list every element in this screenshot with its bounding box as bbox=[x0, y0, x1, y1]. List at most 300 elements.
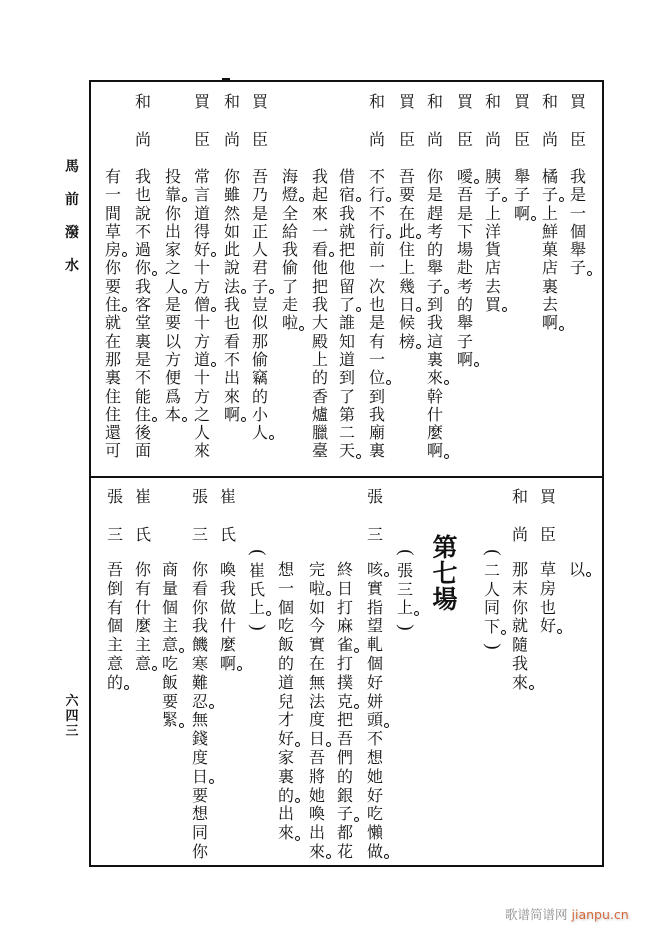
glyph: 那 bbox=[511, 560, 528, 579]
glyph: 都 bbox=[336, 823, 353, 843]
glyph: 方 bbox=[193, 386, 210, 406]
glyph: 三 bbox=[65, 724, 79, 739]
glyph: 和 bbox=[368, 92, 385, 111]
punctuation-circle bbox=[414, 611, 419, 616]
glyph: 君 bbox=[251, 258, 268, 278]
glyph: 好 bbox=[538, 617, 558, 636]
punctuation-circle bbox=[295, 742, 300, 747]
glyph: 雀 bbox=[335, 636, 355, 655]
glyph: 橘 bbox=[541, 167, 558, 186]
glyph: 此 bbox=[397, 223, 417, 241]
glyph: 不 bbox=[366, 729, 383, 749]
glyph: 喚 bbox=[308, 804, 325, 824]
glyph: 和 bbox=[134, 92, 151, 111]
glyph: 是 bbox=[456, 203, 473, 223]
glyph: 偷 bbox=[251, 349, 268, 369]
glyph: 裏 bbox=[104, 368, 121, 388]
glyph: 也 bbox=[223, 313, 240, 333]
dialogue-text bbox=[538, 561, 558, 636]
glyph: 舉 bbox=[426, 258, 443, 278]
glyph: 人 bbox=[163, 278, 183, 296]
glyph: 日 bbox=[336, 578, 353, 598]
glyph: 正 bbox=[251, 221, 268, 241]
glyph: 來 bbox=[425, 369, 445, 387]
glyph: 也 bbox=[134, 185, 151, 205]
glyph: 買 bbox=[251, 92, 268, 111]
glyph: 意 bbox=[133, 655, 153, 674]
glyph: 三 bbox=[396, 579, 413, 599]
glyph: 難 bbox=[191, 672, 208, 692]
glyph: 上 bbox=[398, 258, 415, 278]
dialogue-text bbox=[365, 561, 385, 862]
punctuation-circle bbox=[295, 798, 300, 803]
glyph: 住 bbox=[104, 386, 121, 406]
glyph: 尚 bbox=[426, 130, 443, 149]
glyph: 麻 bbox=[336, 616, 353, 636]
punctuation-circle bbox=[152, 666, 157, 671]
glyph: 行 bbox=[367, 186, 387, 204]
glyph: 一 bbox=[311, 221, 328, 241]
speaker-label bbox=[365, 478, 385, 554]
glyph: 和 bbox=[484, 92, 501, 111]
glyph: 氏 bbox=[219, 525, 236, 544]
glyph: 一 bbox=[368, 349, 385, 369]
glyph: 是 bbox=[164, 295, 181, 315]
glyph: 你 bbox=[426, 167, 443, 186]
glyph: 香 bbox=[311, 386, 328, 406]
glyph: 後 bbox=[134, 423, 151, 443]
punctuation-circle bbox=[124, 685, 129, 690]
glyph: 到 bbox=[426, 295, 443, 315]
glyph: 人 bbox=[250, 424, 270, 442]
glyph: 到 bbox=[368, 386, 385, 406]
glyph: 喚 bbox=[219, 560, 236, 579]
glyph: 來 bbox=[307, 843, 327, 862]
dialogue-column bbox=[133, 0, 153, 928]
dialogue-column bbox=[365, 0, 385, 928]
glyph: 住 bbox=[398, 240, 415, 260]
glyph: 人 bbox=[483, 579, 500, 599]
stage-direction bbox=[482, 543, 502, 656]
glyph: 把 bbox=[338, 240, 355, 260]
glyph: 一 bbox=[368, 258, 385, 278]
glyph: 氏 bbox=[248, 579, 265, 599]
glyph: 臺 bbox=[311, 441, 328, 461]
glyph: 把 bbox=[311, 276, 328, 296]
glyph: 子 bbox=[513, 185, 530, 205]
watermark-site-domain: jianpu.cn bbox=[571, 907, 629, 922]
glyph: 不 bbox=[223, 349, 240, 369]
glyph: 來 bbox=[311, 203, 328, 223]
glyph: 家 bbox=[277, 747, 294, 767]
glyph: 麼 bbox=[134, 616, 151, 636]
glyph: 張 bbox=[191, 487, 208, 506]
punctuation-circle bbox=[586, 572, 591, 577]
glyph: 商 bbox=[161, 560, 178, 579]
glyph: 此 bbox=[223, 240, 240, 260]
stage-direction-column bbox=[482, 0, 502, 928]
glyph: 得 bbox=[193, 221, 210, 241]
glyph: 什 bbox=[219, 616, 236, 636]
glyph: 爲 bbox=[164, 386, 181, 406]
dialogue-column bbox=[105, 0, 125, 928]
glyph: 也 bbox=[368, 295, 385, 315]
glyph: 靠 bbox=[163, 186, 183, 204]
stage-direction bbox=[247, 543, 267, 637]
glyph: 今 bbox=[308, 616, 325, 636]
glyph: 我 bbox=[191, 616, 208, 636]
glyph: 可 bbox=[104, 441, 121, 461]
glyph: 姘 bbox=[366, 691, 383, 711]
glyph: 啊 bbox=[540, 314, 560, 332]
glyph: 崔 bbox=[134, 487, 151, 506]
glyph: 子 bbox=[250, 278, 270, 296]
punctuation-circle bbox=[326, 591, 331, 596]
glyph: 人 bbox=[251, 240, 268, 260]
glyph: 們 bbox=[336, 747, 353, 767]
glyph: 饑 bbox=[191, 635, 208, 655]
glyph: 尚 bbox=[134, 130, 151, 149]
glyph: 子 bbox=[540, 186, 560, 204]
glyph: 飯 bbox=[277, 635, 294, 655]
glyph: 的 bbox=[426, 240, 443, 260]
glyph: 赴 bbox=[456, 258, 473, 278]
glyph: 的 bbox=[311, 368, 328, 388]
glyph: 草 bbox=[104, 221, 121, 241]
glyph: 個 bbox=[106, 616, 123, 636]
glyph: 道 bbox=[277, 672, 294, 692]
glyph: 好 bbox=[366, 785, 383, 805]
dialogue-text bbox=[335, 561, 355, 862]
glyph: 張 bbox=[106, 487, 123, 506]
glyph: 末 bbox=[511, 578, 528, 598]
glyph: 法 bbox=[308, 691, 325, 711]
glyph: 偷 bbox=[281, 258, 298, 278]
glyph: 兒 bbox=[277, 691, 294, 711]
glyph: 在 bbox=[308, 653, 325, 673]
glyph: 上 bbox=[395, 599, 415, 618]
glyph: 看 bbox=[310, 241, 330, 259]
dialogue-text bbox=[105, 561, 125, 693]
glyph: 雖 bbox=[223, 185, 240, 205]
glyph: 的 bbox=[105, 674, 125, 693]
glyph: 是 bbox=[426, 185, 443, 205]
glyph: 起 bbox=[311, 185, 328, 205]
glyph: 倒 bbox=[106, 578, 123, 598]
glyph: 鮮 bbox=[541, 221, 558, 241]
continuation-column bbox=[567, 0, 587, 928]
glyph: 十 bbox=[193, 313, 210, 333]
glyph: 臣 bbox=[193, 130, 210, 149]
glyph: 吾 bbox=[251, 167, 268, 186]
glyph: 行 bbox=[367, 223, 387, 241]
speaker-label bbox=[218, 478, 238, 554]
glyph: ( bbox=[247, 549, 269, 556]
glyph: 二 bbox=[483, 560, 500, 580]
glyph: 同 bbox=[483, 598, 500, 618]
glyph: 不 bbox=[368, 167, 385, 186]
glyph: 要 bbox=[104, 276, 121, 296]
glyph: 打 bbox=[336, 597, 353, 617]
glyph: 的 bbox=[251, 386, 268, 406]
glyph: 日 bbox=[190, 768, 210, 787]
glyph: 那 bbox=[104, 349, 121, 369]
glyph: 小 bbox=[251, 404, 268, 424]
glyph: 知 bbox=[338, 331, 355, 351]
punctuation-circle bbox=[179, 723, 184, 728]
glyph: 來 bbox=[223, 386, 240, 406]
glyph: 實 bbox=[308, 635, 325, 655]
glyph: 他 bbox=[311, 258, 328, 278]
speaker-label bbox=[538, 478, 558, 554]
glyph: 同 bbox=[191, 823, 208, 843]
glyph: 方 bbox=[193, 276, 210, 296]
glyph: 臣 bbox=[569, 130, 586, 149]
glyph: 主 bbox=[106, 635, 123, 655]
glyph: 就 bbox=[338, 221, 355, 241]
glyph: 燈 bbox=[280, 186, 300, 204]
glyph: 了 bbox=[281, 276, 298, 296]
glyph: 言 bbox=[193, 185, 210, 205]
glyph: 懶 bbox=[366, 823, 383, 843]
punctuation-circle bbox=[501, 630, 506, 635]
glyph: 我 bbox=[511, 653, 528, 673]
glyph: 出 bbox=[164, 221, 181, 241]
glyph: 她 bbox=[308, 785, 325, 805]
glyph: 指 bbox=[366, 597, 383, 617]
glyph: 竊 bbox=[251, 368, 268, 388]
glyph: 子 bbox=[425, 278, 445, 296]
glyph: 頭 bbox=[365, 711, 385, 730]
glyph: 買 bbox=[193, 92, 210, 111]
glyph: 住 bbox=[104, 404, 121, 424]
glyph: 之 bbox=[164, 258, 181, 278]
glyph: 你 bbox=[191, 560, 208, 579]
glyph: 你 bbox=[191, 597, 208, 617]
continuation-column bbox=[307, 0, 327, 928]
glyph: 廟 bbox=[368, 423, 385, 443]
glyph: 如 bbox=[223, 221, 240, 241]
glyph: 下 bbox=[482, 618, 502, 637]
glyph: 主 bbox=[134, 635, 151, 655]
glyph: 啊 bbox=[455, 351, 475, 369]
glyph: 買 bbox=[539, 487, 556, 506]
glyph: 裏 bbox=[426, 349, 443, 369]
glyph: ( bbox=[395, 549, 417, 556]
glyph: 大 bbox=[311, 313, 328, 333]
glyph: 子 bbox=[456, 331, 473, 351]
glyph: 就 bbox=[104, 313, 121, 333]
glyph: 臘 bbox=[311, 423, 328, 443]
glyph: 量 bbox=[161, 578, 178, 598]
glyph: 是 bbox=[251, 203, 268, 223]
glyph: 無 bbox=[308, 672, 325, 692]
dialogue-column bbox=[538, 0, 558, 928]
glyph: 殿 bbox=[311, 331, 328, 351]
glyph: 了 bbox=[338, 386, 355, 406]
speaker-label bbox=[133, 478, 153, 554]
glyph: 說 bbox=[223, 258, 240, 278]
punctuation-circle bbox=[326, 742, 331, 747]
glyph: 是 bbox=[368, 313, 385, 333]
dialogue-text bbox=[567, 561, 587, 580]
dialogue-text bbox=[218, 561, 238, 674]
glyph: 咳 bbox=[365, 561, 385, 580]
punctuation-circle bbox=[354, 648, 359, 653]
glyph: 投 bbox=[164, 167, 181, 186]
glyph: 意 bbox=[160, 636, 180, 655]
glyph: 天 bbox=[337, 442, 357, 460]
glyph: 臣 bbox=[398, 130, 415, 149]
glyph: 七 bbox=[432, 559, 458, 588]
glyph: 錢 bbox=[191, 729, 208, 749]
glyph: 終 bbox=[336, 560, 353, 579]
glyph: 買 bbox=[456, 92, 473, 111]
punctuation-circle bbox=[354, 817, 359, 822]
glyph: 無 bbox=[191, 710, 208, 730]
glyph: 臣 bbox=[456, 130, 473, 149]
glyph: 麼 bbox=[426, 423, 443, 443]
glyph: 我 bbox=[311, 167, 328, 186]
glyph: 日 bbox=[307, 730, 327, 749]
glyph: 貨 bbox=[484, 240, 501, 260]
glyph: 住 bbox=[133, 406, 153, 424]
glyph: 舉 bbox=[456, 313, 473, 333]
stage-direction-column bbox=[247, 0, 267, 928]
glyph: 打 bbox=[336, 653, 353, 673]
stage-direction bbox=[395, 543, 415, 637]
glyph: 下 bbox=[456, 221, 473, 241]
glyph: 房 bbox=[103, 241, 123, 259]
glyph: 想 bbox=[366, 747, 383, 767]
glyph: 房 bbox=[539, 578, 556, 598]
glyph: 要 bbox=[161, 691, 178, 711]
glyph: 的 bbox=[276, 787, 296, 806]
glyph: 候 bbox=[398, 313, 415, 333]
punctuation-circle bbox=[384, 854, 389, 859]
continuation-column bbox=[276, 0, 296, 928]
dialogue-text bbox=[190, 561, 210, 862]
glyph: 吾 bbox=[398, 167, 415, 186]
glyph: 她 bbox=[366, 766, 383, 786]
glyph: 日 bbox=[397, 296, 417, 314]
speaker-label bbox=[510, 478, 530, 554]
glyph: 就 bbox=[511, 616, 528, 636]
glyph: 方 bbox=[164, 349, 181, 369]
glyph: 本 bbox=[163, 406, 183, 424]
glyph: 出 bbox=[277, 804, 294, 824]
glyph: 能 bbox=[134, 386, 151, 406]
glyph: 有 bbox=[106, 597, 123, 617]
glyph: 去 bbox=[484, 276, 501, 296]
glyph: 場 bbox=[432, 585, 458, 614]
glyph: 尚 bbox=[368, 130, 385, 149]
glyph: 看 bbox=[223, 331, 240, 351]
glyph: 三 bbox=[106, 525, 123, 544]
glyph: 常 bbox=[193, 167, 210, 186]
glyph: 什 bbox=[134, 597, 151, 617]
glyph: 人 bbox=[193, 423, 210, 443]
glyph: 是 bbox=[134, 349, 151, 369]
glyph: 水 bbox=[65, 258, 79, 274]
glyph: 僧 bbox=[192, 296, 212, 314]
glyph: 撲 bbox=[336, 672, 353, 692]
glyph: 裏 bbox=[541, 276, 558, 296]
glyph: 有 bbox=[104, 167, 121, 186]
glyph: 幾 bbox=[398, 276, 415, 296]
glyph: 你 bbox=[223, 167, 240, 186]
punctuation-circle bbox=[237, 666, 242, 671]
punctuation-circle bbox=[209, 704, 214, 709]
glyph: ( bbox=[482, 549, 504, 556]
glyph: 啊 bbox=[222, 406, 242, 424]
glyph: 菓 bbox=[541, 240, 558, 260]
glyph: 買 bbox=[483, 296, 503, 314]
glyph: 我 bbox=[569, 167, 586, 186]
glyph: 全 bbox=[281, 203, 298, 223]
glyph: 前 bbox=[368, 240, 385, 260]
speaker-label bbox=[190, 478, 210, 554]
dialogue-text bbox=[276, 561, 296, 843]
glyph: 間 bbox=[104, 203, 121, 223]
glyph: 第 bbox=[432, 533, 458, 562]
punctuation-circle bbox=[529, 685, 534, 690]
glyph: 什 bbox=[426, 404, 443, 424]
glyph: 做 bbox=[365, 843, 385, 862]
glyph: 崔 bbox=[248, 560, 265, 580]
glyph: 尚 bbox=[511, 525, 528, 544]
glyph: 買 bbox=[398, 92, 415, 111]
glyph: 軋 bbox=[366, 635, 383, 655]
glyph: 想 bbox=[277, 560, 294, 579]
glyph: 十 bbox=[193, 258, 210, 278]
glyph: 吾 bbox=[336, 729, 353, 749]
glyph: 我 bbox=[338, 203, 355, 223]
glyph: 要 bbox=[164, 313, 181, 333]
glyph: 氏 bbox=[134, 525, 151, 544]
glyph: 飯 bbox=[161, 672, 178, 692]
glyph: 想 bbox=[191, 804, 208, 824]
glyph: 來 bbox=[193, 441, 210, 461]
glyph: 爐 bbox=[311, 404, 328, 424]
glyph: 上 bbox=[311, 349, 328, 369]
glyph: 要 bbox=[191, 785, 208, 805]
glyph: 吾 bbox=[308, 747, 325, 767]
glyph: 以 bbox=[164, 331, 181, 351]
glyph: 啊 bbox=[512, 205, 532, 223]
punctuation-circle bbox=[354, 704, 359, 709]
glyph: 他 bbox=[338, 258, 355, 278]
glyph: 要 bbox=[398, 185, 415, 205]
glyph: 上 bbox=[541, 203, 558, 223]
punctuation-circle bbox=[326, 854, 331, 859]
glyph: 六 bbox=[65, 694, 79, 709]
glyph: 宿 bbox=[337, 186, 357, 204]
glyph: 次 bbox=[368, 276, 385, 296]
glyph: 住 bbox=[103, 296, 123, 314]
glyph: 法 bbox=[222, 278, 242, 296]
glyph: 忍 bbox=[190, 693, 210, 712]
glyph: 之 bbox=[193, 404, 210, 424]
glyph: 我 bbox=[368, 404, 385, 424]
glyph: 誰 bbox=[338, 313, 355, 333]
glyph: 借 bbox=[338, 167, 355, 186]
glyph: 你 bbox=[191, 841, 208, 861]
punctuation-circle bbox=[557, 629, 562, 634]
dialogue-text bbox=[133, 561, 153, 674]
dialogue-column bbox=[510, 0, 530, 928]
dialogue-text bbox=[307, 561, 327, 862]
